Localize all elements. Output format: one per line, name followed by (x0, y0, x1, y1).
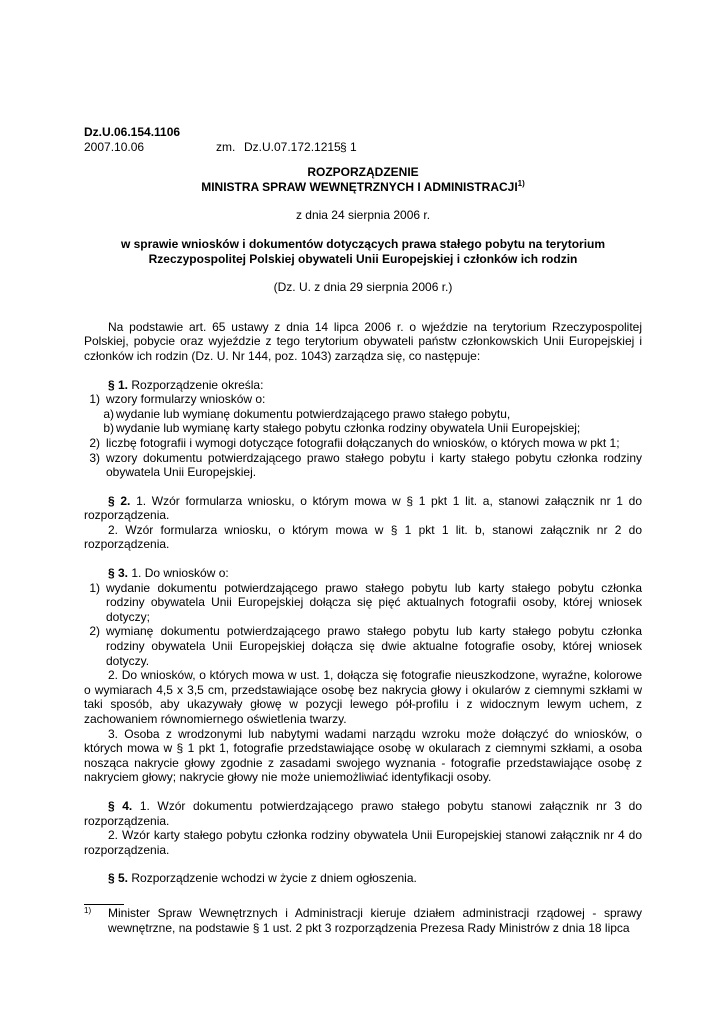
section-5: § 5. Rozporządzenie wchodzi w życie z dniem ogłoszenia. (108, 871, 417, 886)
title-authority: MINISTRA SPRAW WEWNĘTRZNYCH I ADMINISTRACJI (201, 179, 518, 194)
section-3-para-2: 2. Do wniosków, o których mowa w ust. 1, dołącza się fotografie nieuszkodzone, wyraźne, kolorowe o wymiarach 4,5 x 3,5 cm, przedstawiające osobę bez nakrycia głowy i okularów z ciemnymi szkłami w taki sposób, aby ukazywały głowę w pozycji lewego pół-profilu i z widocznym lewym uchem, z zachowaniem równomiernego oświetlenia twarzy. (84, 668, 642, 726)
doc-date: 2007.10.06 (84, 139, 145, 154)
list-item: 1) wydanie dokumentu potwierdzającego prawo stałego pobytu lub karty stałego pobytu członka rodziny obywatela Unii Europejskiej dołącza się pięć aktualnych fotografii osoby, której wniosek dotyczy; (89, 580, 642, 624)
title-footnote-mark: 1) (517, 178, 525, 188)
section-4-para-2: 2. Wzór karty stałego pobytu członka rodziny obywatela Unii Europejskiej stanowi załącznik nr 4 do rozporządzenia. (84, 828, 642, 857)
title-date: z dnia 24 sierpnia 2006 r. (295, 208, 431, 223)
section-2-label: § 2. (108, 493, 131, 508)
section-5-label: § 5. (108, 871, 129, 886)
section-4-para-1: § 4. 1. Wzór dokumentu potwierdzającego prawo stałego pobytu stanowi załącznik nr 3 do rozporządzenia. (84, 798, 642, 828)
list-item: a) wydanie lub wymianę dokumentu potwierdzającego prawo stałego pobytu, (103, 406, 511, 421)
subject-line-2: Rzeczypospolitej Polskiej obywateli Unii Europejskiej i członków ich rodzin (148, 251, 578, 266)
document-body (84, 125, 642, 935)
title-line-2 (84, 180, 642, 195)
footnote-divider (84, 904, 124, 905)
footnote-text: Minister Spraw Wewnętrznych i Administracji kieruje działem administracji rządowej - sprawy wewnętrzne, na podstawie § 1 ust. 2 pkt 3 rozporządzenia Prezesa Rady Ministrów z dnia 18 lipca (108, 905, 642, 935)
list-item: 2) wymianę dokumentu potwierdzającego prawo stałego pobytu lub karty stałego pobytu członka rodziny obywatela Unii Europejskiej dołącza się dwie aktualne fotografie osoby, której wniosek dotyczy. (89, 624, 642, 668)
section-1-label: § 1. (108, 377, 129, 392)
section-1-intro: § 1. Rozporządzenie określa: (108, 377, 264, 392)
footnote-mark: 1) (84, 905, 92, 915)
section-2-para-1: § 2. 1. Wzór formularza wniosku, o którym mowa w § 1 pkt 1 lit. a, stanowi załącznik nr 1 do rozporządzenia. (84, 493, 642, 523)
section-2-para-2: 2. Wzór formularza wniosku, o którym mowa w § 1 pkt 1 lit. b, stanowi załącznik nr 2 do rozporządzenia. (84, 522, 642, 552)
amend-label: zm. (216, 139, 236, 154)
footnote (84, 906, 642, 935)
subject-line-1: w sprawie wniosków i dokumentów dotyczących prawa stałego pobytu na terytorium (120, 236, 606, 251)
publication-ref: (Dz. U. z dnia 29 sierpnia 2006 r.) (273, 280, 453, 295)
amend-ref: Dz.U.07.172.1215 (244, 139, 341, 154)
section-3-label: § 3. (108, 566, 129, 581)
section-3-para-3: 3. Osoba z wrodzonymi lub nabytymi wadami narządu wzroku może dołączyć do wniosków, o których mowa w § 1 pkt 1, fotografie przedstawiające osobę w okularach z ciemnymi szkłami, a osoba nosząca nakrycie głowy zgodnie z zasadami swojego wyznania - fotografie przedstawiające osobę z nakryciem głowy; nakrycie głowy nie może uniemożliwiać identyfikacji osoby. (84, 726, 642, 785)
title-line-1: ROZPORZĄDZENIE (307, 165, 419, 180)
doc-code: Dz.U.06.154.1106 (84, 125, 181, 139)
section-3-intro: § 3. 1. Do wniosków o: (108, 566, 229, 581)
doc-para: § 1 (340, 139, 357, 154)
preamble: Na podstawie art. 65 ustawy z dnia 14 lipca 2006 r. o wjeździe na terytorium Rzeczypospolitej Polskiej, pobycie oraz wyjeździe z tego terytorium obywateli państw członkowskich Unii Europejskiej i członków ich rodzin (Dz. U. Nr 144, poz. 1043) zarządza się, co następuje: (84, 319, 642, 363)
list-item: b) wydanie lub wymianę karty stałego pobytu członka rodziny obywatela Unii Europejskiej; (103, 421, 581, 436)
doc-meta-row (84, 140, 642, 155)
section-4-label: § 4. (108, 798, 133, 813)
list-item: 1) wzory formularzy wniosków o: (89, 392, 266, 407)
list-item: 2) liczbę fotografii i wymogi dotyczące fotografii dołączanych do wniosków, o których mowa w pkt 1; (89, 435, 620, 450)
list-item: 3) wzory dokumentu potwierdzającego prawo stałego pobytu i karty stałego pobytu członka rodziny obywatela Unii Europejskiej. (89, 450, 642, 480)
